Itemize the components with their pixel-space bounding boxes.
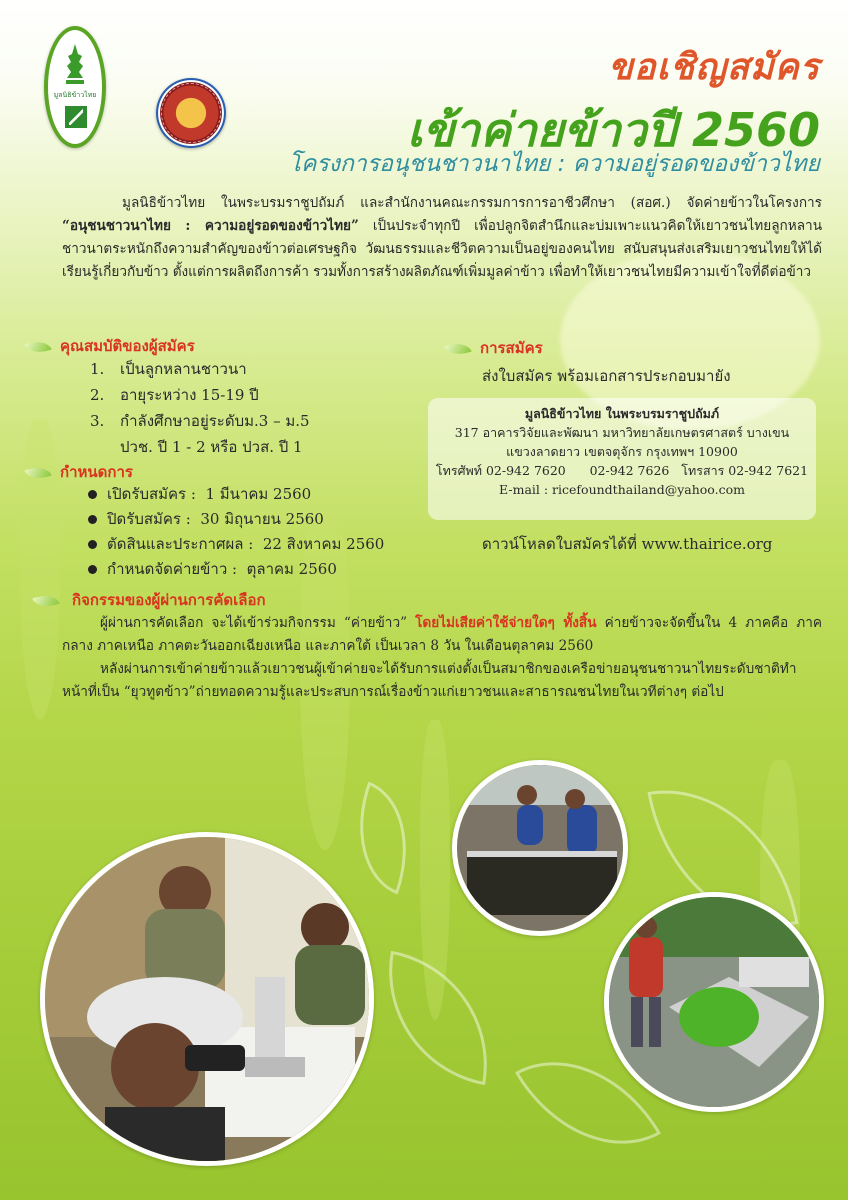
leaf-outline-decoration: [336, 782, 431, 895]
schedule-label: ตัดสินและประกาศผล :: [107, 535, 254, 553]
organization-name: มูลนิธิข้าวไทย ในพระบรมราชูปถัมภ์: [524, 406, 720, 421]
activities-text: [62, 612, 822, 704]
free-of-charge-highlight: โดยไม่เสียค่าใช้จ่ายใดๆ ทั้งสิ้น: [415, 615, 597, 631]
text-run: ค่ายข้าวจะจัดขึ้นใน 4 ภาคคือ ภาคกลาง ภาคเหนือ ภาคตะวันออกเฉียงเหนือ และภาคใต้ เป็นเวลา 8 วัน ในเดือนตุลาคม 2560: [62, 615, 822, 654]
rice-stalk-decoration: [20, 420, 60, 720]
list-item: [90, 382, 310, 408]
schedule-title: กำหนดการ: [60, 463, 133, 481]
address-line: แขวงลาดยาว เขตจตุจักร กรุงเทพฯ 10900: [506, 444, 738, 459]
bullet-icon: [88, 515, 97, 524]
leaf-bullet-icon: [24, 336, 51, 357]
intro-line: มูลนิธิข้าวไทย ในพระบรมราชูปถัมภ์ และสำนักงานคณะกรรมการการอาชีวศึกษา (สอศ.) จัดค่ายข้าวในโครงการ: [122, 195, 822, 211]
project-name: “อนุชนชาวนาไทย : ความอยู่รอดของข้าวไทย”: [62, 218, 359, 234]
seedling-tray-scene-image: [457, 765, 623, 931]
item-number: 2.: [90, 386, 105, 404]
schedule-item: [88, 507, 384, 532]
schedule-value: 30 มิถุนายน 2560: [200, 510, 324, 528]
item-number: 3.: [90, 412, 105, 430]
bullet-icon: [88, 490, 97, 499]
item-number: [90, 434, 120, 460]
item-text: เป็นลูกหลานชาวนา: [120, 360, 247, 378]
item-text: ปวช. ปี 1 - 2 หรือ ปวส. ปี 1: [120, 438, 303, 456]
photo-rice-planting: [604, 892, 824, 1112]
intro-rest: เป็นประจำทุกปี เพื่อปลูกจิตสำนึกและบ่มเพาะแนวคิดให้เยาวชนไทยลูกหลานชาวนาตระหนักถึงความสำคัญของข้าวต่อเศรษฐกิจ วัฒนธรรมและชีวิตความเป็นอยู่ของคนไทย สนับสนุนส่งเสริมเยาวชนไทยให้ได้เรียนรู้เกี่ยวกับข้าว ตั้งแต่การผลิตถึงการค้า รวมทั้งการสร้างผลิตภัณฑ์เพิ่มมูลค่าข้าว เพื่อทำให้เยาวชนไทยมีความเข้าใจที่ดีต่อข้าว: [62, 218, 822, 280]
phone-fax: โทรศัพท์ 02-942 7620 02-942 7626 โทรสาร 02-942 7621: [435, 463, 809, 478]
invite-heading: ขอเชิญสมัคร: [608, 47, 820, 88]
item-number: 1.: [90, 360, 105, 378]
email-address[interactable]: E-mail : ricefoundthailand@yahoo.com: [499, 482, 745, 497]
seal-ring: [161, 83, 221, 143]
photo-microscope-students: [40, 832, 374, 1166]
activities-paragraph: [62, 612, 822, 658]
photo-seedling-trays: [452, 760, 628, 936]
schedule-label: ปิดรับสมัคร :: [107, 510, 191, 528]
bullet-icon: [88, 540, 97, 549]
activities-paragraph: หลังผ่านการเข้าค่ายข้าวแล้วเยาวชนผู้เข้าค่ายจะได้รับการแต่งตั้งเป็นสมาชิกของเครือข่ายอนุชนชาวนาไทยระดับชาติทำหน้าที่เป็น “ยุวทูตข้าว”ถ่ายทอดความรู้และประสบการณ์เรื่องข้าวแก่เยาวชนและสาธารณชนไทยในเวทีต่างๆ ต่อไป: [62, 661, 797, 700]
vocational-education-logo: [156, 78, 226, 148]
project-subtitle: โครงการอนุชนชาวนาไทย : ความอยู่รอดของข้าวไทย: [288, 151, 820, 177]
application-instructions: ส่งใบสมัคร พร้อมเอกสารประกอบมายัง: [482, 367, 731, 385]
application-title: การสมัคร: [480, 339, 543, 357]
text-run: ผู้ผ่านการคัดเลือก จะได้เข้าร่วมกิจกรรม “ค่ายข้าว”: [100, 615, 416, 631]
schedule-label: เปิดรับสมัคร :: [107, 485, 196, 503]
leaf-bullet-icon: [444, 338, 471, 359]
schedule-list: [88, 482, 384, 582]
schedule-label: กำหนดจัดค่ายข้าว :: [107, 560, 238, 578]
list-item: [90, 408, 310, 434]
activities-title: กิจกรรมของผู้ผ่านการคัดเลือก: [72, 591, 266, 609]
list-item: [90, 356, 310, 382]
crown-icon: [64, 44, 86, 88]
qualifications-title: คุณสมบัติของผู้สมัคร: [60, 337, 195, 355]
rice-planting-scene-image: [609, 897, 819, 1107]
download-link[interactable]: ดาวน์โหลดใบสมัครได้ที่ www.thairice.org: [482, 535, 773, 553]
schedule-item: [88, 482, 384, 507]
rice-foundation-logo: [44, 26, 106, 148]
qualifications-list: [90, 356, 310, 460]
schedule-item: [88, 532, 384, 557]
schedule-item: [88, 557, 384, 582]
bullet-icon: [88, 565, 97, 574]
intro-paragraph: [62, 192, 822, 284]
address-box: [428, 398, 816, 520]
address-line: 317 อาคารวิจัยและพัฒนา มหาวิทยาลัยเกษตรศาสตร์ บางเขน: [454, 425, 790, 440]
item-text: กำลังศึกษาอยู่ระดับม.3 – ม.5: [120, 412, 310, 430]
schedule-value: 1 มีนาคม 2560: [205, 485, 312, 503]
schedule-value: 22 สิงหาคม 2560: [262, 535, 385, 553]
page-title: เข้าค่ายข้าวปี 2560: [407, 103, 820, 157]
schedule-value: ตุลาคม 2560: [246, 560, 337, 578]
microscope-scene-image: [45, 837, 369, 1161]
foundation-mark-icon: [65, 106, 87, 128]
list-item: [90, 434, 310, 460]
logo-caption: มูลนิธิข้าวไทย: [53, 91, 97, 99]
leaf-outline-decoration: [371, 951, 505, 1085]
item-text: อายุระหว่าง 15-19 ปี: [120, 386, 259, 404]
